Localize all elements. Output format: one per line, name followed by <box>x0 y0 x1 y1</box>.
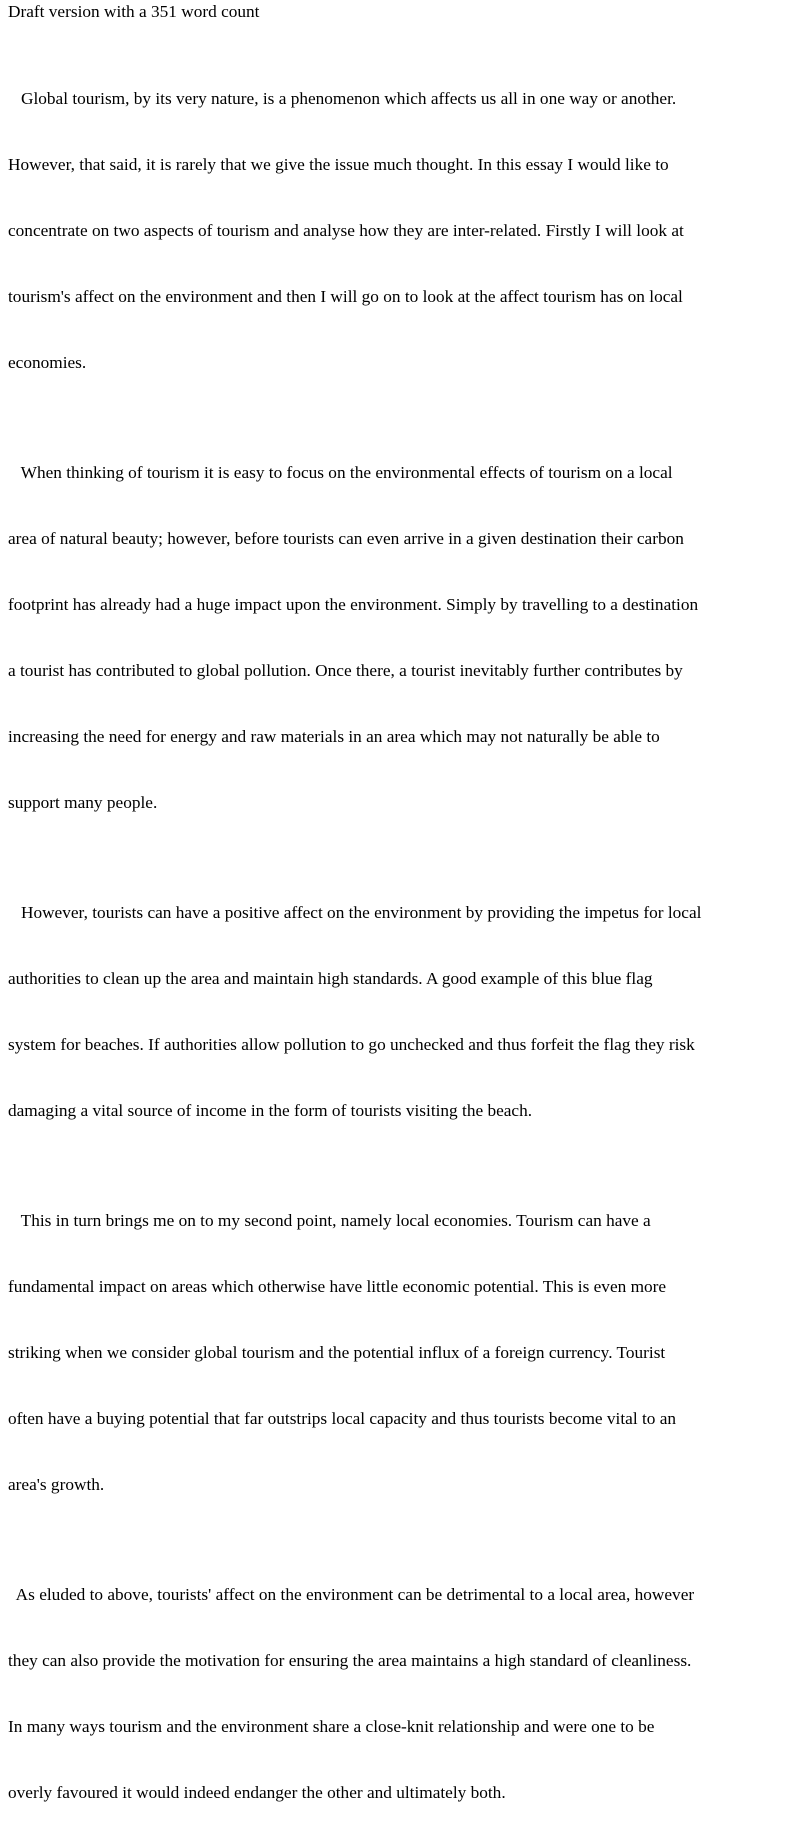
text-line: they can also provide the motivation for ensuring the area maintains a high standard of cleanliness. <box>8 1651 692 1670</box>
text-line: economies. <box>8 353 87 372</box>
text-line: However, tourists can have a positive affect on the environment by providing the impetus for local <box>8 903 702 922</box>
text-line: Global tourism, by its very nature, is a phenomenon which affects us all in one way or another. <box>8 89 677 108</box>
text-line: This in turn brings me on to my second point, namely local economies. Tourism can have a <box>8 1211 651 1230</box>
text-line: striking when we consider global tourism and the potential influx of a foreign currency. Tourist <box>8 1343 666 1362</box>
paragraph-positive-effects <box>8 858 798 1166</box>
document-title: Draft version with a 351 word count <box>8 2 260 21</box>
paragraph-local-economies <box>8 1166 798 1540</box>
text-line: authorities to clean up the area and maintain high standards. A good example of this blue flag <box>8 969 653 988</box>
paragraph-introduction <box>8 44 798 418</box>
text-line: damaging a vital source of income in the form of tourists visiting the beach. <box>8 1101 533 1120</box>
text-line: tourism's affect on the environment and then I will go on to look at the affect tourism has on local <box>8 287 683 306</box>
text-line: As eluded to above, tourists' affect on the environment can be detrimental to a local area, however <box>8 1585 695 1604</box>
paragraph-environmental-effects <box>8 418 798 858</box>
text-line: support many people. <box>8 793 158 812</box>
text-line: area of natural beauty; however, before tourists can even arrive in a given destination their carbon <box>8 529 684 548</box>
text-line: often have a buying potential that far outstrips local capacity and thus tourists become vital to an <box>8 1409 677 1428</box>
text-line: When thinking of tourism it is easy to focus on the environmental effects of tourism on a local <box>8 463 673 482</box>
text-line: a tourist has contributed to global pollution. Once there, a tourist inevitably further contributes by <box>8 661 683 680</box>
paragraph-conclusion <box>8 1540 798 1848</box>
text-line: footprint has already had a huge impact upon the environment. Simply by travelling to a destination <box>8 595 699 614</box>
text-line: increasing the need for energy and raw materials in an area which may not naturally be able to <box>8 727 660 746</box>
text-line: concentrate on two aspects of tourism and analyse how they are inter-related. Firstly I will look at <box>8 221 684 240</box>
text-line: system for beaches. If authorities allow pollution to go unchecked and thus forfeit the flag they risk <box>8 1035 695 1054</box>
text-line: overly favoured it would indeed endanger the other and ultimately both. <box>8 1783 506 1802</box>
text-line: area's growth. <box>8 1475 105 1494</box>
text-line: In many ways tourism and the environment share a close-knit relationship and were one to be <box>8 1717 655 1736</box>
text-line: However, that said, it is rarely that we give the issue much thought. In this essay I would like to <box>8 155 669 174</box>
text-line: fundamental impact on areas which otherwise have little economic potential. This is even more <box>8 1277 667 1296</box>
document-body <box>8 44 798 1848</box>
